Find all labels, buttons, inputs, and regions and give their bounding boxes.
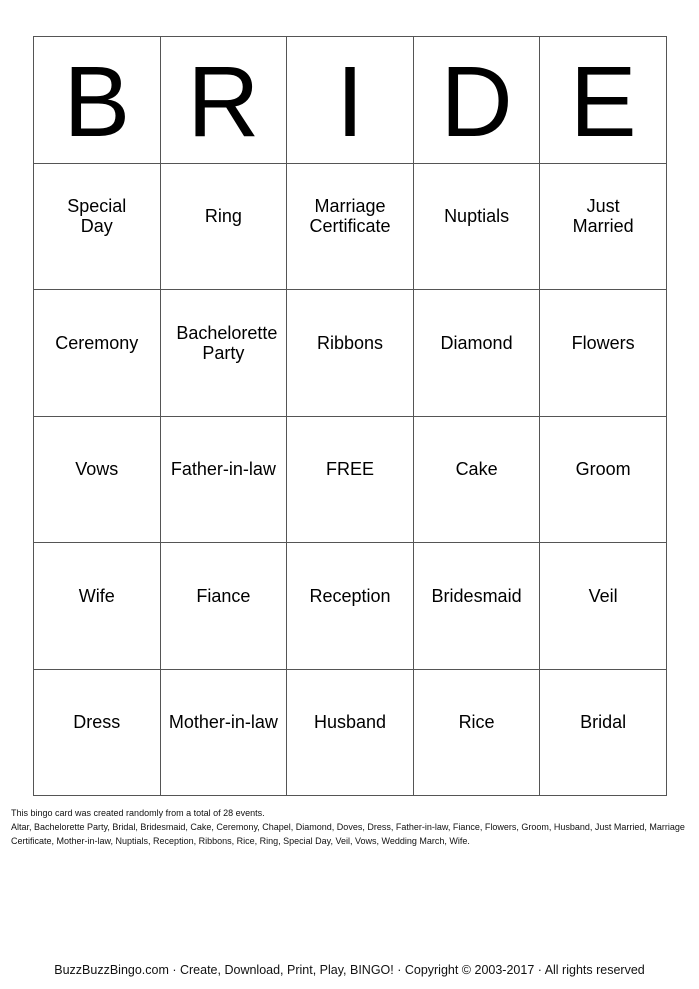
bingo-cell	[413, 290, 540, 417]
cell-text: Just Married	[572, 196, 634, 237]
cell-text: Wife	[78, 585, 115, 606]
bingo-cell	[34, 163, 161, 290]
bingo-cell	[413, 669, 540, 796]
card-row	[34, 416, 667, 543]
bingo-cell	[160, 416, 287, 543]
cell-text: Ribbons	[316, 332, 383, 353]
bingo-cell	[540, 416, 667, 543]
bingo-cell	[540, 669, 667, 796]
bingo-cell	[413, 163, 540, 290]
bingo-cell	[160, 669, 287, 796]
bingo-cell	[540, 543, 667, 670]
bingo-cell	[287, 163, 414, 290]
cell-text: Bridesmaid	[431, 585, 522, 606]
free-space-cell	[287, 416, 414, 543]
header-letter-r: R	[160, 37, 287, 164]
bingo-cell	[160, 543, 287, 670]
cell-text: Groom	[575, 459, 631, 480]
bingo-cell	[160, 163, 287, 290]
cell-text: Father-in-law	[170, 459, 276, 480]
header-letter-i: I	[287, 37, 414, 164]
bingo-cell	[287, 543, 414, 670]
bingo-cell	[34, 543, 161, 670]
bingo-cell	[287, 669, 414, 796]
bingo-cell	[413, 416, 540, 543]
cell-text: Mother-in-law	[168, 712, 278, 733]
bingo-card	[33, 36, 667, 796]
cell-text: Ceremony	[55, 332, 139, 353]
cell-text: Ring	[204, 206, 242, 227]
bingo-cell	[287, 290, 414, 417]
header-letter-e: E	[540, 37, 667, 164]
info-summary: This bingo card was created randomly from a total of 28 events.	[11, 808, 265, 818]
bingo-cell	[413, 543, 540, 670]
bingo-cell	[34, 416, 161, 543]
cell-text: Dress	[73, 712, 121, 733]
bingo-cell	[540, 163, 667, 290]
cell-text: FREE	[325, 459, 374, 480]
cell-text: Reception	[309, 585, 391, 606]
card-row	[34, 543, 667, 670]
info-event-list: Altar, Bachelorette Party, Bridal, Bridesmaid, Cake, Ceremony, Chapel, Diamond, Doves, Dress, Father-in-law, Fiance, Flowers, Groom, Husband, Just Married, Marriage Certificate, Mother-in-law, Nuptials, Reception, Ribbons, Rice, Ring, Special Day, Veil, Vows, Wedding March, Wife.	[11, 822, 685, 846]
card-info	[11, 806, 691, 848]
cell-text: Diamond	[440, 332, 513, 353]
cell-text: Fiance	[196, 585, 251, 606]
card-row	[34, 290, 667, 417]
cell-text: Marriage Certificate	[309, 196, 391, 237]
cell-text: Veil	[588, 585, 618, 606]
header-letter-d: D	[413, 37, 540, 164]
cell-text: Flowers	[571, 332, 635, 353]
card-row	[34, 163, 667, 290]
cell-text: Husband	[313, 712, 387, 733]
cell-text: Rice	[458, 712, 495, 733]
cell-text: Vows	[75, 459, 119, 480]
cell-text: Bachelorette Party	[176, 322, 278, 363]
header-row	[34, 37, 667, 164]
cell-text: Cake	[455, 459, 498, 480]
bingo-cell	[160, 290, 287, 417]
bingo-cell	[540, 290, 667, 417]
bingo-cell	[34, 669, 161, 796]
card-row	[34, 669, 667, 796]
cell-text: Nuptials	[444, 206, 510, 227]
footer: BuzzBuzzBingo.com · Create, Download, Print, Play, BINGO! · Copyright © 2003-2017 · All rights reserved	[54, 963, 645, 977]
cell-text: Special Day	[67, 196, 127, 237]
bingo-cell	[34, 290, 161, 417]
cell-text: Bridal	[580, 712, 627, 733]
header-letter-b: B	[34, 37, 161, 164]
